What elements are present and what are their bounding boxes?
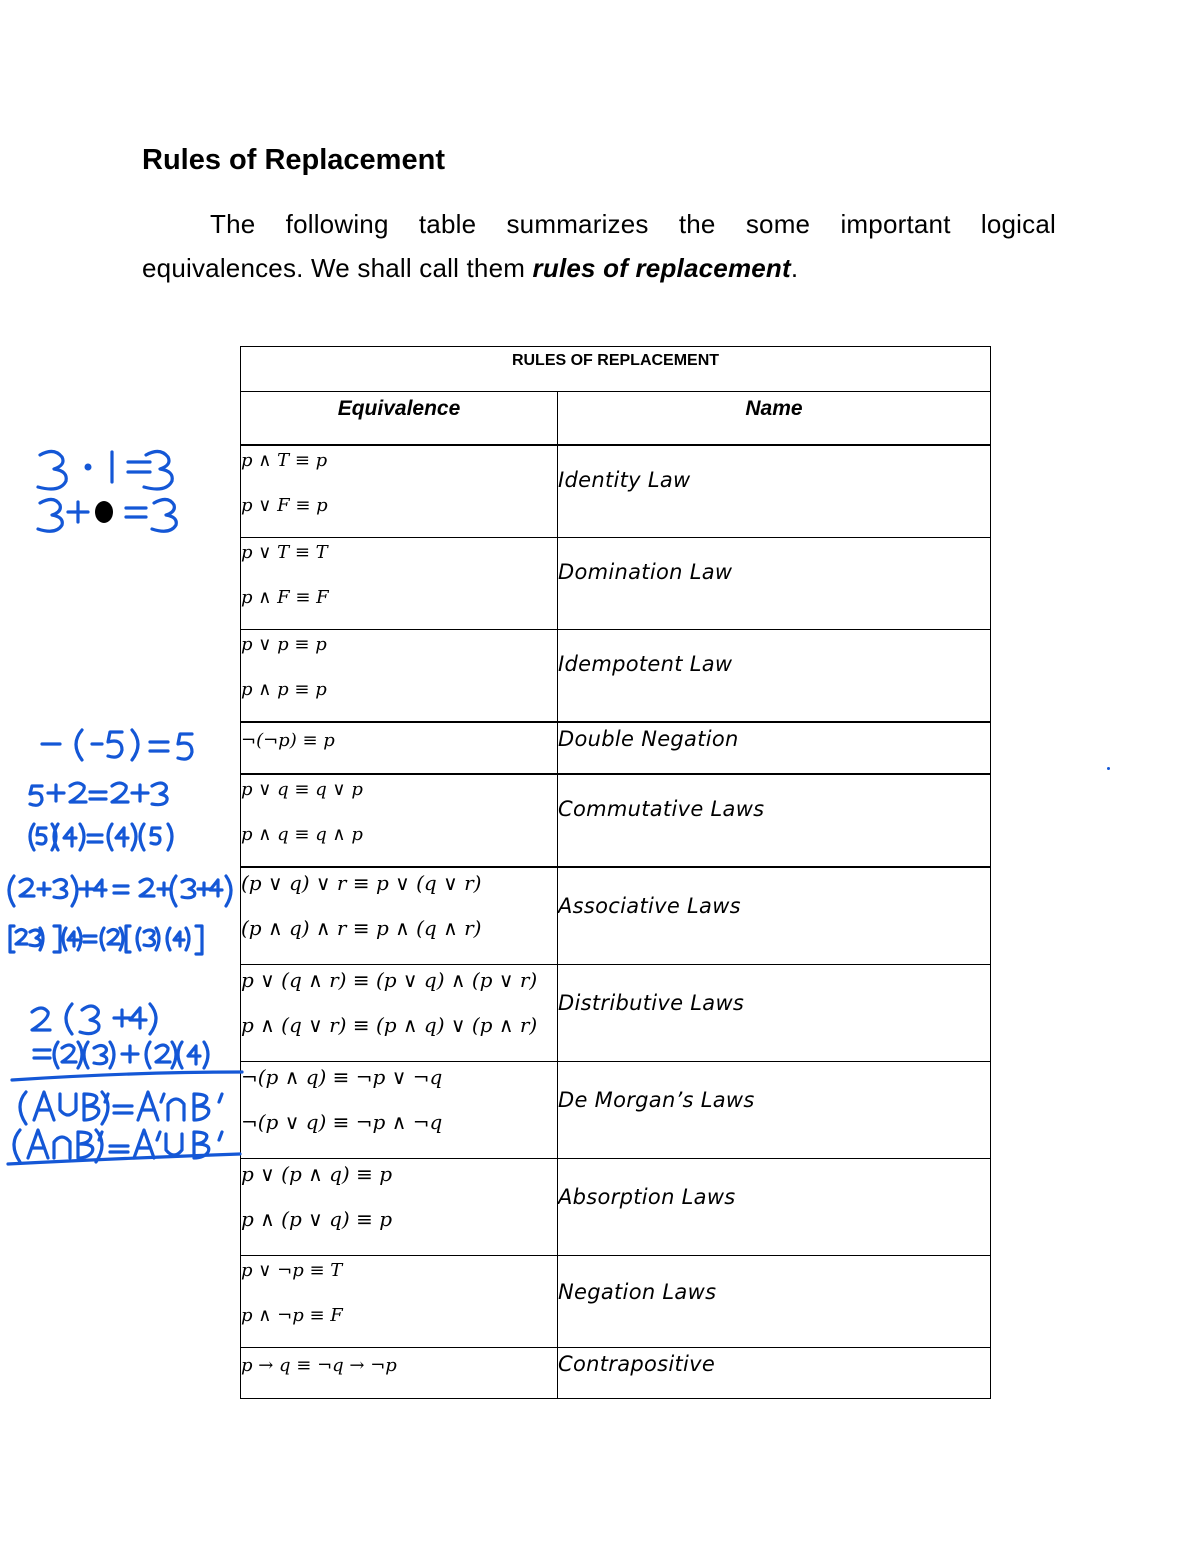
equivalence-2: p ∧ (p ∨ q) ≡ p bbox=[241, 1207, 392, 1231]
handwritten-note-3 bbox=[42, 730, 192, 760]
equivalence-2: ¬(p ∨ q) ≡ ¬p ∧ ¬q bbox=[241, 1110, 443, 1134]
equivalence-2: p ∧ F ≡ F bbox=[241, 587, 329, 608]
law-name: Commutative Laws bbox=[558, 797, 765, 821]
underline-stroke bbox=[8, 1154, 240, 1164]
handwritten-note-7 bbox=[10, 926, 202, 954]
equivalence-1: p ∨ (p ∧ q) ≡ p bbox=[241, 1162, 392, 1186]
equivalence-1: p ∨ T ≡ T bbox=[241, 542, 328, 563]
equivalence-1: p ∨ (q ∧ r) ≡ (p ∨ q) ∧ (p ∨ r) bbox=[241, 968, 538, 992]
handwritten-note-9 bbox=[34, 1042, 208, 1068]
law-name: Identity Law bbox=[558, 468, 691, 492]
handwritten-note-2 bbox=[38, 499, 176, 531]
equivalence-2: p ∧ ¬p ≡ F bbox=[241, 1305, 343, 1326]
equivalence-1: p ∧ T ≡ p bbox=[241, 450, 328, 471]
law-name: Idempotent Law bbox=[558, 652, 733, 676]
law-name: De Morgan’s Laws bbox=[558, 1088, 755, 1112]
equivalence-2: p ∨ F ≡ p bbox=[241, 495, 328, 516]
law-name: Negation Laws bbox=[558, 1280, 717, 1304]
handwritten-note-6 bbox=[9, 876, 231, 906]
law-name: Associative Laws bbox=[558, 894, 741, 918]
law-name: Double Negation bbox=[558, 727, 739, 751]
equivalence-1: ¬(p ∧ q) ≡ ¬p ∨ ¬q bbox=[241, 1065, 443, 1089]
note-text bbox=[0, 0, 1, 1]
equivalence-1: p ∨ p ≡ p bbox=[241, 634, 327, 655]
handwritten-note-5 bbox=[30, 824, 172, 850]
equivalence-2: (p ∧ q) ∧ r ≡ p ∧ (q ∧ r) bbox=[241, 916, 482, 940]
handwritten-note-4 bbox=[30, 783, 167, 805]
stray-ink-dot bbox=[1107, 767, 1110, 770]
page-title: Rules of Replacement bbox=[142, 144, 445, 176]
handwritten-note-8 bbox=[32, 1004, 156, 1034]
equivalence-1: p ∨ ¬p ≡ T bbox=[241, 1260, 343, 1281]
header-name-label: Name bbox=[745, 397, 803, 420]
equivalence-1: (p ∨ q) ∨ r ≡ p ∨ (q ∨ r) bbox=[241, 871, 482, 895]
intro-emphasis: rules of replacement bbox=[532, 253, 791, 283]
underline-stroke bbox=[12, 1072, 242, 1080]
law-name: Domination Law bbox=[558, 560, 733, 584]
handwritten-note-1 bbox=[38, 451, 172, 489]
equivalence-1: p → q ≡ ¬q → ¬p bbox=[241, 1355, 397, 1376]
header-equivalence-label: Equivalence bbox=[337, 397, 461, 420]
equivalence-2: p ∧ (q ∨ r) ≡ (p ∧ q) ∨ (p ∧ r) bbox=[241, 1013, 538, 1037]
law-name: Contrapositive bbox=[558, 1352, 716, 1376]
equivalence-2: p ∧ q ≡ q ∧ p bbox=[241, 824, 363, 845]
intro-line-2-end: . bbox=[790, 253, 799, 283]
equivalence-2: p ∧ p ≡ p bbox=[241, 679, 327, 700]
law-name: Distributive Laws bbox=[558, 991, 745, 1015]
equivalence-1: ¬(¬p) ≡ p bbox=[241, 730, 335, 751]
intro-line-2-start: equivalences. We shall call them bbox=[142, 253, 533, 283]
intro-line-1: The following table summarizes the some important logical bbox=[210, 209, 1056, 239]
equivalence-1: p ∨ q ≡ q ∨ p bbox=[241, 779, 363, 800]
table-title: RULES OF REPLACEMENT bbox=[511, 352, 720, 369]
law-name: Absorption Laws bbox=[558, 1185, 736, 1209]
handwritten-note-10 bbox=[20, 1092, 222, 1124]
